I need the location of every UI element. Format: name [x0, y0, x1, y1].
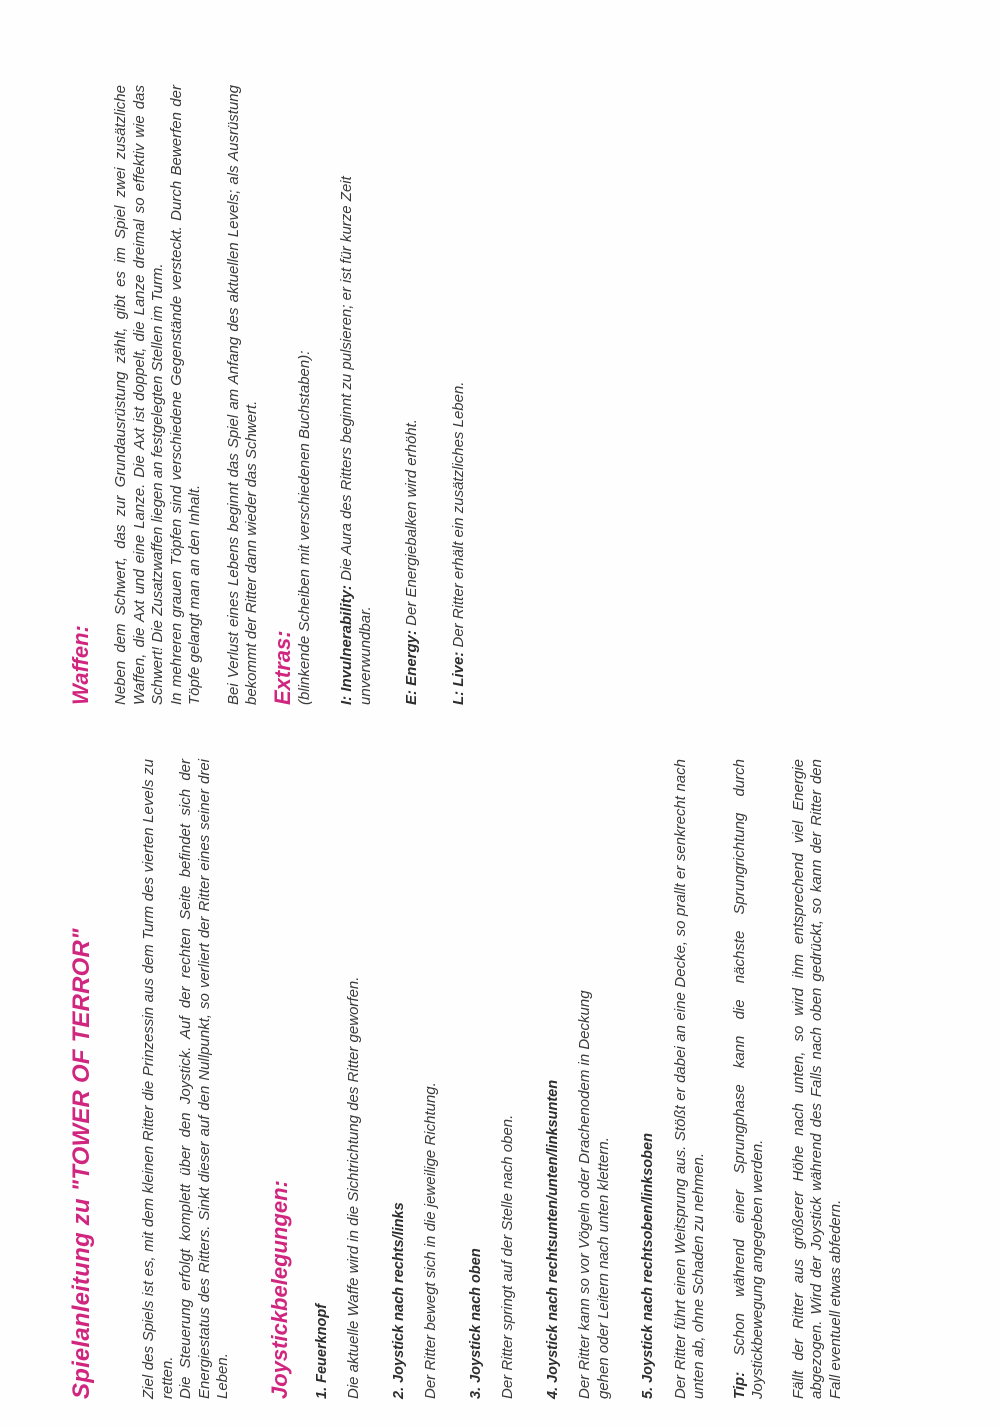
control-text-5: Der Ritter führt einen Weitsprung aus. Stößt er dabei an eine Decke, so prallt er senkrecht nach unten ab, ohne Schaden zu nehmen.: [671, 759, 707, 1399]
control-label-1: 1. Feuerknopf: [313, 1303, 330, 1399]
control-label-4: 4. Joystick nach rechtsunten/unten/linksunten: [544, 1079, 561, 1399]
joystick-heading: Joystickbelegungen:: [266, 1180, 292, 1399]
extra-live: [450, 85, 469, 705]
control-text-2: Der Ritter bewegt sich in die jeweilige Richtung.: [422, 1082, 439, 1399]
extra-energy: [403, 85, 422, 705]
extra-invulnerability: [338, 85, 375, 705]
extra-text-i: Die Aura des Ritters beginnt zu pulsieren; er ist für kurze Zeit unverwundbar.: [338, 176, 374, 705]
extras-heading: Extras:: [269, 630, 295, 705]
fall-paragraph: Fällt der Ritter aus größerer Höhe nach unten, so wird ihm entsprechend viel Energie abgezogen. Wird der Joystick während des Falls nach oben gedrückt, so kann der Ritter den Fall eventuell etwas abfedern.: [789, 759, 844, 1399]
title-quoted: "TOWER OF TERROR": [68, 928, 95, 1192]
weapons-paragraph-3: Bei Verlust eines Lebens beginnt das Spiel am Anfang des aktuellen Levels; als Ausrüstung bekommt der Ritter dann wieder das Schwert.: [224, 85, 260, 705]
right-column: [68, 85, 468, 705]
tip-label: Tip:: [730, 1371, 748, 1399]
extra-text-e: Der Energiebalken wird erhöht.: [403, 419, 420, 630]
title-prefix: Spielanleitung zu: [68, 1191, 95, 1399]
control-label-2: 2. Joystick nach rechts/links: [390, 1202, 407, 1399]
extra-label-e: E: Energy:: [403, 629, 420, 705]
tip-paragraph: [731, 759, 768, 1399]
page-title: [68, 759, 96, 1399]
intro-paragraph-1: Ziel des Spiels ist es, mit dem kleinen Ritter die Prinzessin aus dem Turm des vierten Levels zu retten.: [140, 759, 176, 1399]
control-text-3: Der Ritter springt auf der Stelle nach oben.: [499, 1114, 516, 1399]
weapons-paragraph-2: In mehreren grauen Töpfen sind verschiedene Gegenstände versteckt. Durch Bewerfen der Töpfe gelangt man an den Inhalt.: [167, 85, 203, 705]
extra-label-l: L: Live:: [449, 651, 467, 705]
extra-text-l: Der Ritter erhält ein zusätzliches Leben.: [449, 381, 467, 652]
control-label-5: 5. Joystick nach rechtsoben/linksoben: [640, 1133, 656, 1399]
extras-subtitle: (blinkende Scheiben mit verschiedenen Buchstaben):: [295, 350, 313, 705]
control-label-3: 3. Joystick nach oben: [467, 1248, 484, 1399]
control-text-1: Die aktuelle Waffe wird in die Sichtrichtung des Ritter geworfen.: [345, 976, 362, 1399]
weapons-heading: Waffen:: [68, 625, 93, 705]
extra-label-i: I: Invulnerability:: [338, 584, 355, 705]
weapons-paragraph-1: Neben dem Schwert, das zur Grundausrüstung zählt, gibt es im Spiel zwei zusätzliche Waffen, die Axt und eine Lanze. Die Axt ist doppelt, die Lanze dreimal so effektiv wie das Schwert! Die Zusatzwaffen liegen an festgelegten Stellen im Turm.: [112, 85, 166, 705]
tip-text: Schon während einer Sprungphase kann die nächste Sprungrichtung durch Joystickbewegung angegeben werden.: [730, 759, 766, 1399]
left-column: [68, 759, 845, 1399]
intro-paragraph-2: Die Steuerung erfolgt komplett über den Joystick. Auf der rechten Seite befindet sich der Energiestatus des Ritters. Sinkt dieser auf den Nullpunkt, so verliert der Ritter eines seiner drei Leben.: [177, 759, 231, 1399]
control-text-4: Der Ritter kann so vor Vögeln oder Drachenodem in Deckung gehen oder Leitern nach unten klettern.: [576, 990, 612, 1399]
